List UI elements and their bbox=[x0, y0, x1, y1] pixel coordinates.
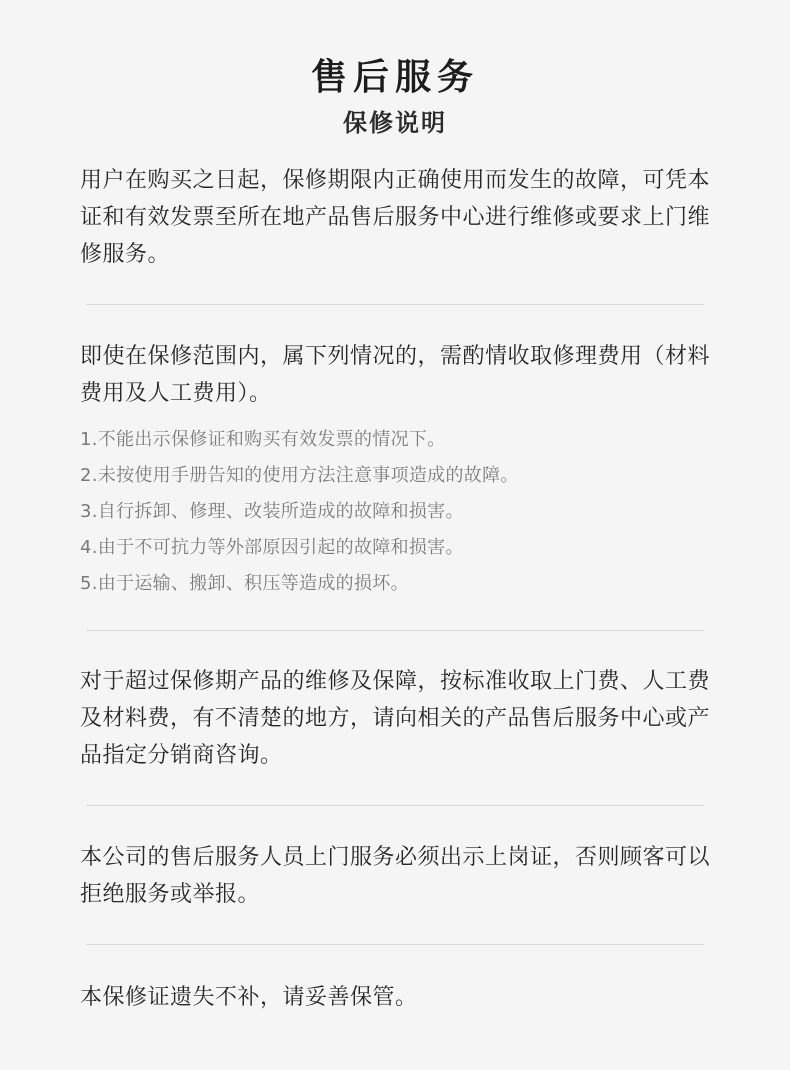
section-divider bbox=[86, 630, 704, 631]
page-subtitle: 保修说明 bbox=[343, 109, 447, 137]
page-title: 售后服务 bbox=[310, 57, 479, 98]
out-of-warranty-text: 对于超过保修期产品的维修及保障，按标准收取上门费、人工费及材料费，有不清楚的地方，请向相关的产品售后服务中心或产品指定分销商咨询。 bbox=[80, 669, 711, 768]
paid-repair-conditions-list bbox=[80, 422, 720, 602]
section-divider bbox=[86, 805, 704, 806]
paid-repair-intro-text: 即使在保修范围内，属下列情况的，需酌情收取修理费用（材料费用及人工费用）。 bbox=[80, 344, 711, 406]
condition-item: 5.由于运输、搬卸、积压等造成的损坏。 bbox=[80, 573, 409, 594]
section-warranty-coverage bbox=[80, 162, 720, 273]
section-divider bbox=[86, 944, 704, 945]
card-loss-notice-text: 本保修证遗失不补，请妥善保管。 bbox=[80, 985, 418, 1010]
section-service-staff-id bbox=[80, 839, 720, 913]
condition-item: 3.自行拆卸、修理、改装所造成的故障和损害。 bbox=[80, 501, 464, 522]
section-divider bbox=[86, 304, 704, 305]
warranty-coverage-text: 用户在购买之日起，保修期限内正确使用而发生的故障，可凭本证和有效发票至所在地产品售后服务中心进行维修或要求上门维修服务。 bbox=[80, 168, 711, 267]
section-paid-repair-conditions bbox=[80, 338, 720, 602]
condition-item: 1.不能出示保修证和购买有效发票的情况下。 bbox=[80, 429, 446, 450]
section-card-loss-notice bbox=[80, 979, 720, 1016]
section-out-of-warranty bbox=[80, 663, 720, 774]
condition-item: 4.由于不可抗力等外部原因引起的故障和损害。 bbox=[80, 537, 464, 558]
service-staff-id-text: 本公司的售后服务人员上门服务必须出示上岗证，否则顾客可以拒绝服务或举报。 bbox=[80, 845, 711, 907]
condition-item: 2.未按使用手册告知的使用方法注意事项造成的故障。 bbox=[80, 465, 519, 486]
